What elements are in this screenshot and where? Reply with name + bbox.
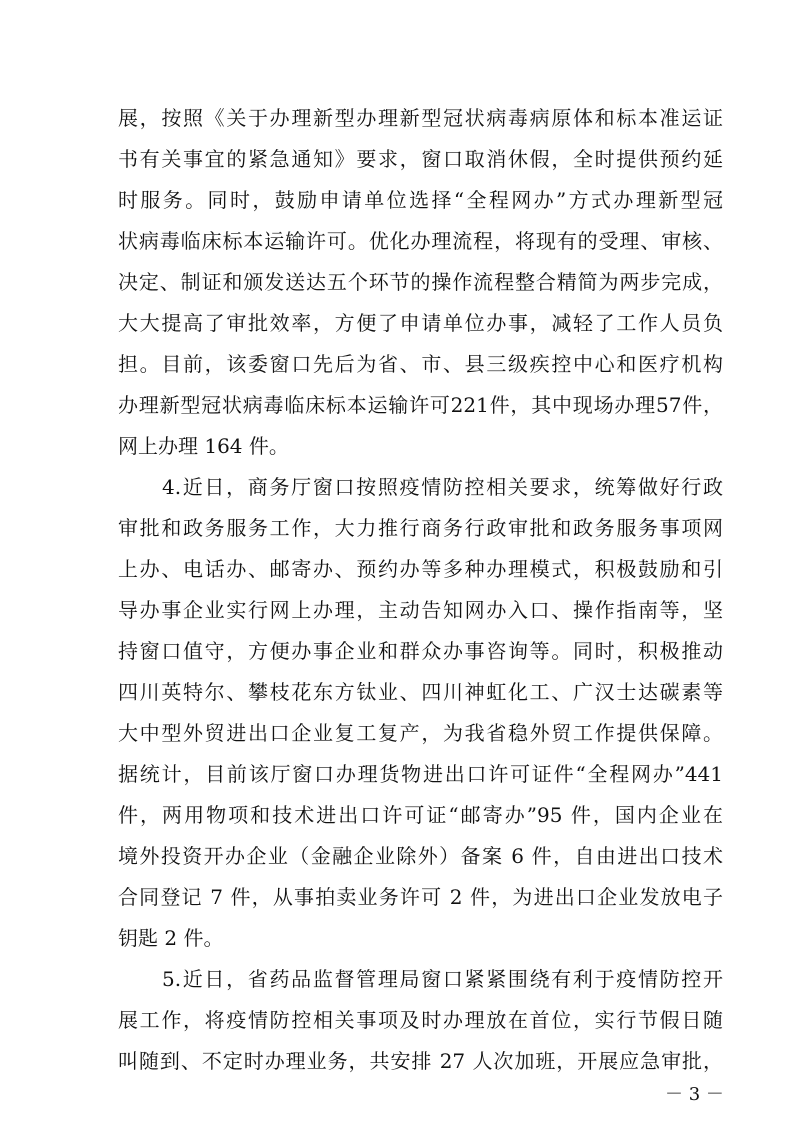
paragraph-2-line-8: 据统计，目前该厅窗口办理货物进出口许可证件“全程网办”441 xyxy=(118,762,723,786)
paragraph-2-line-4: 导办事企业实行网上办理，主动告知网办入口、操作指南等，坚 xyxy=(118,598,723,622)
paragraph-2-line-1: 4.近日，商务厅窗口按照疫情防控相关要求，统筹做好行政 xyxy=(162,475,723,499)
paragraph-3-line-1: 5.近日，省药品监督管理局窗口紧紧围绕有利于疫情防控开 xyxy=(162,967,723,991)
paragraph-1-line-4: 状病毒临床标本运输许可。优化办理流程，将现有的受理、审核、 xyxy=(118,229,723,253)
paragraph-1-line-2: 书有关事宜的紧急通知》要求，窗口取消休假，全时提供预约延 xyxy=(118,147,723,171)
paragraph-1-line-6: 大大提高了审批效率，方便了申请单位办事，减轻了工作人员负 xyxy=(118,311,723,335)
paragraph-1-line-5: 决定、制证和颁发送达五个环节的操作流程整合精简为两步完成， xyxy=(118,270,723,294)
page-number: － 3 － xyxy=(665,1084,724,1105)
paragraph-2-line-3: 上办、电话办、邮寄办、预约办等多种办理模式，积极鼓励和引 xyxy=(118,557,723,581)
paragraph-2-line-10: 境外投资开办企业（金融企业除外）备案 6 件，自由进出口技术 xyxy=(118,844,723,868)
paragraph-2-line-9: 件，两用物项和技术进出口许可证“邮寄办”95 件，国内企业在 xyxy=(118,803,723,827)
paragraph-2-line-2: 审批和政务服务工作，大力推行商务行政审批和政务服务事项网 xyxy=(118,516,723,540)
paragraph-3-line-3: 叫随到、不定时办理业务，共安排 27 人次加班，开展应急审批， xyxy=(118,1049,723,1073)
paragraph-2-line-5: 持窗口值守，方便办事企业和群众办事咨询等。同时，积极推动 xyxy=(118,639,723,663)
paragraph-1-line-7: 担。目前，该委窗口先后为省、市、县三级疾控中心和医疗机构 xyxy=(118,352,723,376)
paragraph-2-line-6: 四川英特尔、攀枝花东方钛业、四川神虹化工、广汉士达碳素等 xyxy=(118,680,723,704)
paragraph-2-line-7: 大中型外贸进出口企业复工复产，为我省稳外贸工作提供保障。 xyxy=(118,721,723,745)
paragraph-2-line-12: 钥匙 2 件。 xyxy=(118,926,224,950)
paragraph-1-line-9: 网上办理 164 件。 xyxy=(118,434,289,458)
paragraph-1-line-1: 展，按照《关于办理新型办理新型冠状病毒病原体和标本准运证 xyxy=(118,106,723,130)
paragraph-3-line-2: 展工作，将疫情防控相关事项及时办理放在首位，实行节假日随 xyxy=(118,1008,723,1032)
paragraph-1-line-8: 办理新型冠状病毒临床标本运输许可221件，其中现场办理57件， xyxy=(118,393,723,417)
paragraph-1-line-3: 时服务。同时，鼓励申请单位选择“全程网办”方式办理新型冠 xyxy=(118,188,723,212)
paragraph-2-line-11: 合同登记 7 件，从事拍卖业务许可 2 件，为进出口企业发放电子 xyxy=(118,885,723,909)
